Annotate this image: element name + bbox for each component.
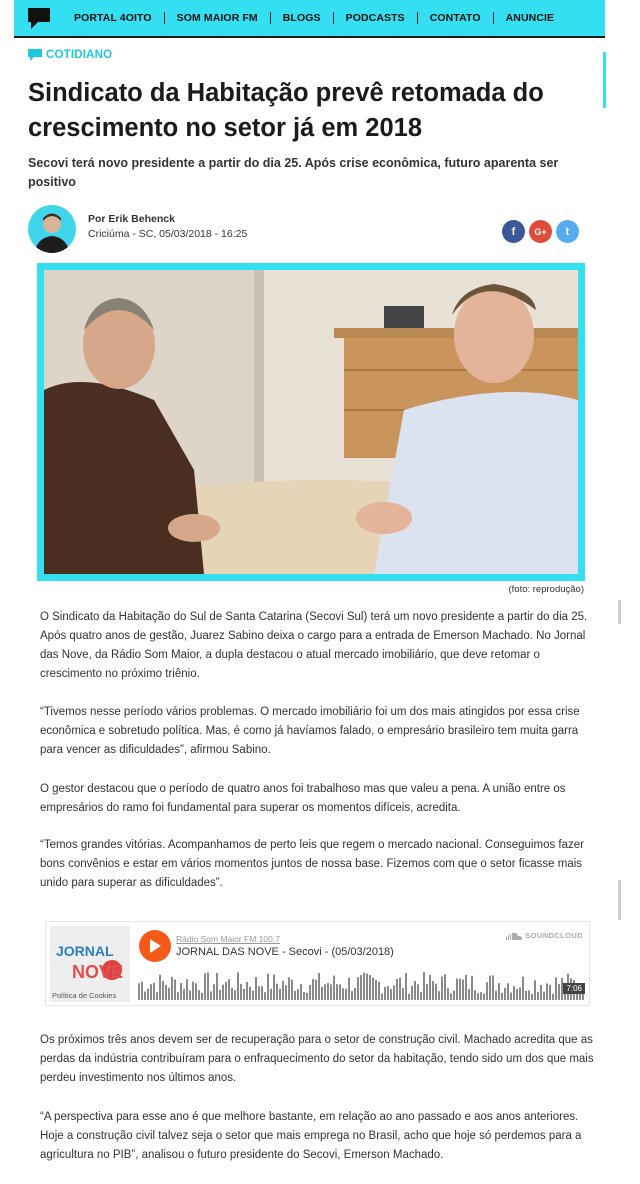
artwork-text-nove: NOVE xyxy=(72,962,124,982)
waveform-bar xyxy=(318,973,320,1000)
waveform-bar xyxy=(408,994,410,1000)
waveform-bar xyxy=(375,980,377,1000)
nav-item-anuncie[interactable]: ANUNCIE xyxy=(505,12,555,24)
nav-item-portal[interactable]: PORTAL 4OITO xyxy=(74,12,152,24)
waveform-bar xyxy=(240,984,242,1000)
waveform-bar xyxy=(159,975,161,1000)
waveform-bar xyxy=(333,976,335,1000)
play-icon xyxy=(149,939,161,953)
waveform-bar xyxy=(381,993,383,1000)
waveform-bar xyxy=(414,981,416,1000)
waveform-bar xyxy=(444,974,446,1000)
article-paragraph: O gestor destacou que o período de quatro anos foi trabalhoso mas que valeu a pena. A união entre os empresários do ramo foi fundamental para superar os momentos difíceis, acredita. xyxy=(40,783,566,814)
waveform-bar xyxy=(309,985,311,1000)
soundcloud-logo[interactable] xyxy=(506,931,583,940)
waveform-bar xyxy=(342,988,344,1000)
nav-item-contato[interactable]: CONTATO xyxy=(429,12,481,24)
waveform-bar xyxy=(237,972,239,1000)
waveform-bar xyxy=(399,978,401,1000)
waveform-bar xyxy=(504,988,506,1000)
waveform-bar xyxy=(288,977,290,1000)
waveform-bar xyxy=(144,991,146,1000)
waveform-bar xyxy=(420,992,422,1000)
waveform-bar xyxy=(495,991,497,1000)
article-date: Criciúma - SC, 05/03/2018 - 16:25 xyxy=(88,228,248,240)
waveform-bar xyxy=(537,992,539,1000)
waveform-bar xyxy=(456,978,458,1000)
waveform-bar xyxy=(360,975,362,1000)
track-artwork[interactable] xyxy=(50,926,130,1002)
artwork-text-jornal: JORNAL xyxy=(56,943,114,959)
main-nav xyxy=(62,0,566,37)
waveform-bar xyxy=(405,973,407,1000)
waveform-bar xyxy=(339,984,341,1000)
nav-item-podcasts[interactable]: PODCASTS xyxy=(345,12,405,24)
waveform-bar xyxy=(513,986,515,1000)
article-title: Sindicato da Habitação prevê retomada do crescimento no setor já em 2018 xyxy=(28,79,544,142)
waveform-bar xyxy=(255,977,257,1000)
waveform-bar xyxy=(183,989,185,1000)
waveform-bar xyxy=(177,992,179,1000)
waveform-scrubber[interactable] xyxy=(138,970,586,1000)
waveform-bar xyxy=(525,991,527,1000)
waveform-bar xyxy=(486,982,488,1000)
waveform-bar xyxy=(168,988,170,1000)
waveform-bar xyxy=(477,993,479,1000)
waveform-bar xyxy=(402,988,404,1000)
waveform-bar xyxy=(534,980,536,1000)
waveform-bar xyxy=(552,994,554,1000)
waveform-bar xyxy=(141,982,143,1000)
nav-item-blogs[interactable]: BLOGS xyxy=(282,12,321,24)
waveform-bar xyxy=(387,986,389,1000)
waveform-bar xyxy=(549,985,551,1000)
facebook-icon: f xyxy=(511,225,516,238)
waveform-bar xyxy=(210,991,212,1000)
waveform-bar xyxy=(186,979,188,1000)
waveform-bar xyxy=(165,985,167,1000)
track-uploader-link[interactable]: Rádio Som Maior FM 100,7 xyxy=(176,934,280,944)
waveform-bar xyxy=(543,992,545,1000)
scroll-accent xyxy=(618,880,621,920)
waveform-bar xyxy=(147,989,149,1000)
article-photo xyxy=(37,263,585,581)
waveform-bar xyxy=(336,984,338,1000)
waveform-bar xyxy=(471,976,473,1000)
waveform-bar xyxy=(507,983,509,1000)
waveform-bar xyxy=(249,987,251,1000)
waveform-bar xyxy=(207,973,209,1000)
twitter-icon: t xyxy=(565,225,570,238)
waveform-bar xyxy=(426,984,428,1000)
scroll-accent xyxy=(603,52,606,108)
soundcloud-label: SOUNDCLOUD xyxy=(525,931,583,940)
author-avatar xyxy=(28,205,76,253)
waveform-bar xyxy=(510,993,512,1000)
waveform-bar xyxy=(246,982,248,1000)
googleplus-share-button[interactable] xyxy=(529,220,552,243)
waveform-bar xyxy=(459,979,461,1000)
category-label: COTIDIANO xyxy=(46,49,113,61)
waveform-bar xyxy=(234,990,236,1000)
waveform-bar xyxy=(258,986,260,1000)
waveform-bar xyxy=(411,986,413,1000)
track-title[interactable]: JORNAL DAS NOVE - Secovi - (05/03/2018) xyxy=(176,946,394,958)
waveform-bar xyxy=(354,988,356,1000)
waveform-bar xyxy=(390,989,392,1000)
waveform-bar xyxy=(270,989,272,1000)
author-name[interactable]: Por Erik Behenck xyxy=(88,213,175,225)
waveform-bar xyxy=(348,978,350,1000)
waveform-bar xyxy=(540,985,542,1000)
category-tag[interactable] xyxy=(28,49,112,61)
waveform-bar xyxy=(324,984,326,1000)
article-paragraph: “Tivemos nesse período vários problemas. O mercado imobiliário foi um dos mais atingidos por essa crise econômica e sobretudo política. Mas, é como já havíamos falado, o empresário brasileiro tem muita garra para vencer as dificuldades”, afirmou Sabino. xyxy=(40,706,580,756)
waveform-bar xyxy=(438,991,440,1000)
top-navigation-bar xyxy=(14,0,605,38)
waveform-bar xyxy=(468,989,470,1000)
waveform-bar xyxy=(228,979,230,1000)
waveform-bar xyxy=(519,987,521,1000)
waveform-bar xyxy=(528,990,530,1000)
waveform-bar xyxy=(555,977,557,1000)
waveform-bar xyxy=(330,984,332,1000)
waveform-bar xyxy=(225,982,227,1000)
soundcloud-player xyxy=(45,921,590,1006)
waveform-bar xyxy=(198,990,200,1000)
waveform-bar xyxy=(489,976,491,1000)
waveform-bar xyxy=(303,992,305,1000)
waveform-bar xyxy=(171,977,173,1000)
waveform-bar xyxy=(162,981,164,1000)
waveform-bar xyxy=(219,990,221,1000)
waveform-bar xyxy=(465,975,467,1000)
soundcloud-icon xyxy=(506,932,522,940)
waveform-bar xyxy=(393,985,395,1000)
waveform-bar xyxy=(279,989,281,1000)
waveform-bar xyxy=(264,992,266,1000)
waveform-bar xyxy=(156,992,158,1000)
photo-caption: (foto: reprodução) xyxy=(508,584,584,595)
waveform-bar xyxy=(432,981,434,1000)
waveform-bar xyxy=(276,984,278,1000)
waveform-bar xyxy=(417,984,419,1000)
waveform-bar xyxy=(222,985,224,1000)
track-duration: 7:06 xyxy=(563,983,585,994)
waveform-bar xyxy=(327,983,329,1000)
waveform-bar xyxy=(450,993,452,1000)
waveform-bar xyxy=(372,978,374,1000)
waveform-bar xyxy=(300,984,302,1000)
cookies-link[interactable]: Política de Cookies xyxy=(52,991,117,1000)
waveform-bar xyxy=(243,989,245,1000)
waveform-bar xyxy=(516,989,518,1000)
waveform-bar xyxy=(315,980,317,1000)
waveform-bar xyxy=(363,973,365,1000)
waveform-bar xyxy=(498,983,500,1000)
googleplus-icon: G+ xyxy=(534,226,547,237)
waveform-bar xyxy=(282,981,284,1000)
waveform-bar xyxy=(285,985,287,1000)
waveform-bar xyxy=(345,989,347,1000)
waveform-bar xyxy=(291,980,293,1000)
waveform-bar xyxy=(213,984,215,1000)
waveform-bar xyxy=(474,990,476,1000)
waveform-bar xyxy=(501,993,503,1000)
waveform-bar xyxy=(366,974,368,1000)
article-paragraph: “Temos grandes vitórias. Acompanhamos de perto leis que regem o mercado nacional. Conseguimos fazer bons convênios e estar em vários momentos juntos de nossa base. Fizemos com que o setor ficasse mais unido para superar as dificuldades”. xyxy=(40,839,584,889)
waveform-bar xyxy=(180,983,182,1000)
waveform-bar xyxy=(192,982,194,1000)
waveform-bar xyxy=(252,991,254,1000)
waveform-bar xyxy=(153,983,155,1000)
waveform-bar xyxy=(204,973,206,1000)
waveform-bar xyxy=(261,986,263,1000)
waveform-bar xyxy=(297,989,299,1000)
waveform-bar xyxy=(189,991,191,1000)
site-logo-icon[interactable] xyxy=(26,5,52,31)
waveform-bar xyxy=(546,983,548,1000)
waveform-bar xyxy=(351,991,353,1000)
speech-bubble-icon xyxy=(28,49,42,61)
waveform-bar xyxy=(435,984,437,1000)
waveform-bar xyxy=(447,988,449,1000)
waveform-bar xyxy=(357,977,359,1000)
photo-illustration xyxy=(44,270,578,574)
waveform-bar xyxy=(483,994,485,1000)
waveform-bar xyxy=(396,979,398,1000)
waveform-bar xyxy=(453,991,455,1000)
facebook-share-button[interactable] xyxy=(502,220,525,243)
waveform-bar xyxy=(522,977,524,1000)
waveform-bar xyxy=(138,983,140,1000)
share-buttons xyxy=(498,220,579,243)
waveform-bar xyxy=(441,977,443,1000)
waveform-bar xyxy=(531,994,533,1000)
nav-item-som-maior[interactable]: SOM MAIOR FM xyxy=(176,12,258,24)
article-subtitle: Secovi terá novo presidente a partir do dia 25. Após crise econômica, futuro aparenta ser positivo xyxy=(28,156,559,189)
article-paragraph: “A perspectiva para esse ano é que melhore bastante, em relação ao ano passado e aos anos anteriores. Hoje a construção civil talvez seja o setor que mais emprega no Brasil, acho que hoje só perdemos para a agricultura no PIB”, analisou o futuro presidente do Secovi, Emerson Machado. xyxy=(40,1111,582,1161)
waveform-bar xyxy=(174,980,176,1000)
waveform-bar xyxy=(312,979,314,1000)
waveform-bar xyxy=(378,982,380,1000)
waveform-bar xyxy=(384,987,386,1000)
waveform-bar xyxy=(150,984,152,1000)
play-button[interactable] xyxy=(139,930,171,962)
scroll-accent xyxy=(618,600,621,624)
twitter-share-button[interactable] xyxy=(556,220,579,243)
waveform-bar xyxy=(267,974,269,1000)
waveform-bar xyxy=(429,975,431,1000)
waveform-bar xyxy=(492,975,494,1000)
waveform-bar xyxy=(294,991,296,1000)
waveform-bar xyxy=(558,984,560,1000)
waveform-bar xyxy=(273,975,275,1000)
waveform-bar xyxy=(462,979,464,1000)
waveform-bar xyxy=(195,983,197,1000)
waveform-bar xyxy=(216,973,218,1000)
waveform-bar xyxy=(423,972,425,1000)
waveform-bar xyxy=(231,988,233,1000)
article-paragraph: Os próximos três anos devem ser de recuperação para o setor de construção civil. Machado acredita que as perdas da indústria contribuíram para o enfraquecimento do setor da habitação, tendo sido um dos que mais perdeu investimento nos últimos anos. xyxy=(40,1034,594,1084)
waveform-bar xyxy=(369,975,371,1000)
waveform-bar xyxy=(201,993,203,1000)
waveform-bar xyxy=(321,987,323,1000)
article-paragraph: O Sindicato da Habitação do Sul de Santa Catarina (Secovi Sul) terá um novo presidente a partir do dia 25. Após quatro anos de gestão, Juarez Sabino deixa o cargo para a entrada de Emerson Machado. No Jornal das Nove, da Rádio Som Maior, a dupla destacou o atual mercado imobiliário, que deve retomar o crescimento no próximo triênio. xyxy=(40,611,588,680)
waveform-bar xyxy=(480,992,482,1000)
waveform-bar xyxy=(306,993,308,1000)
